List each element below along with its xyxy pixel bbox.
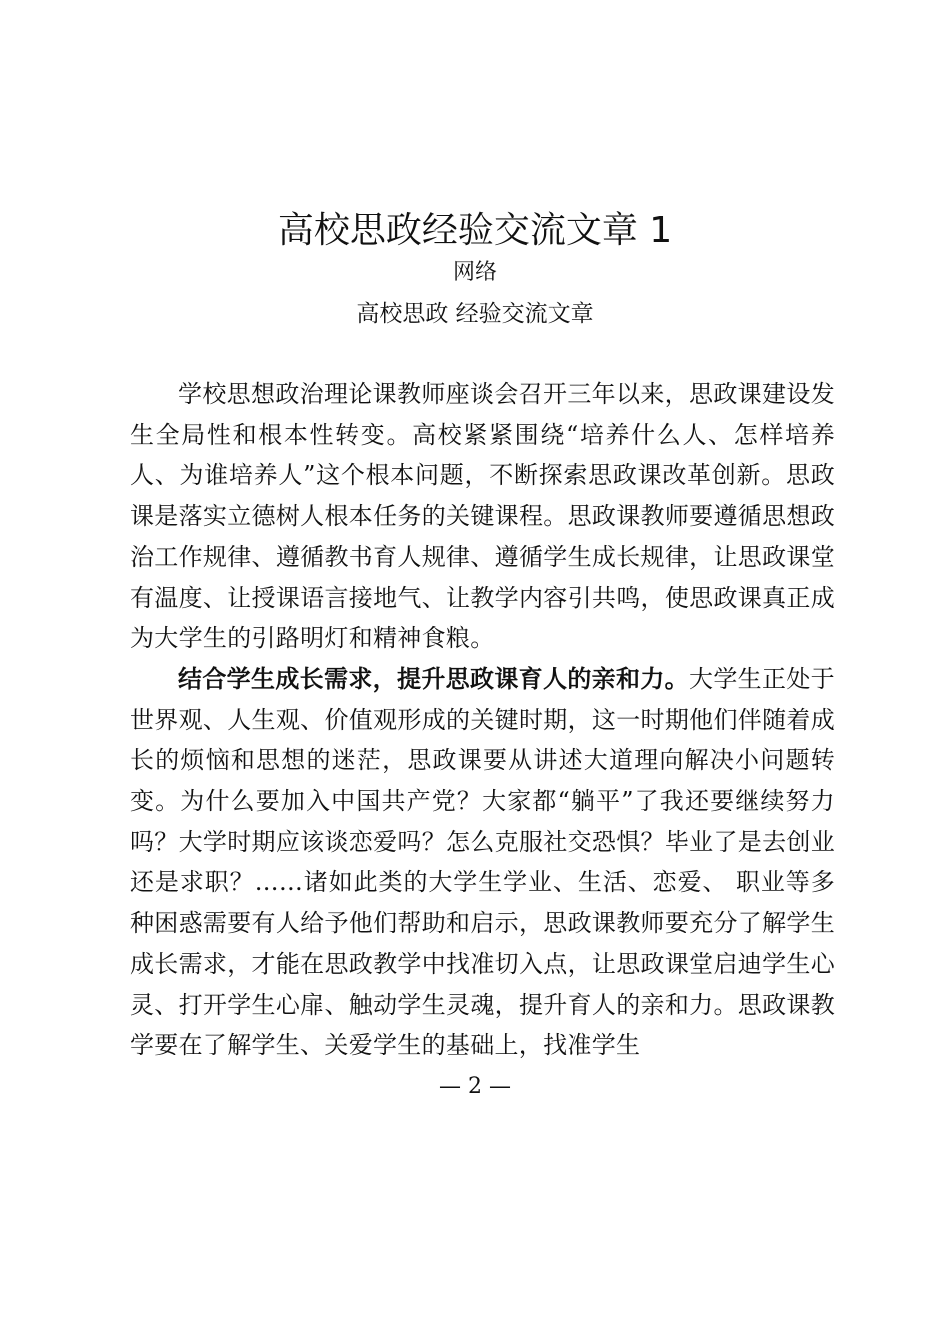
- paragraph-2: [130, 659, 835, 1066]
- document-source: 网络: [452, 260, 497, 285]
- page-number: — 2 —: [439, 1074, 511, 1099]
- document-body: [130, 374, 835, 1066]
- document-title: 高校思政经验交流文章 1: [277, 210, 673, 251]
- paragraph-2-text: 大学生正处于世界观、人生观、价值观形成的关键时期，这一时期他们伴随着成长的烦恼和思想的迷茫，思政课要从讲述大道理向解决小问题转变。为什么要加入中国共产党？大家都“躺平”了我还要继续努力吗？大学时期应该谈恋爱吗？怎么克服社交恐惧？毕业了是去创业还是求职？……诸如此类的大学生学业、生活、恋爱、 职业等多种困惑需要有人给予他们帮助和启示，思政课教师要充分了解学生成长需求，才能在思政教学中找准切入点，让思政课堂启迪学生心灵、打开学生心扉、触动学生灵魂，提升育人的亲和力。思政课教学要在了解学生、关爱学生的基础上，找准学生: [130, 664, 835, 1060]
- paragraph-1: [130, 374, 835, 659]
- paragraph-1-text: 学校思想政治理论课教师座谈会召开三年以来，思政课建设发生全局性和根本性转变。高校紧紧围绕“培养什么人、怎样培养人、为谁培养人”这个根本问题，不断探索思政课改革创新。思政课是落实立德树人根本任务的关键课程。思政课教师要遵循思想政治工作规律、遵循教书育人规律、遵循学生成长规律，让思政课堂有温度、让授课语言接地气、让教学内容引共鸣，使思政课真正成为大学生的引路明灯和精神食粮。: [130, 380, 835, 653]
- document-keywords: 高校思政 经验交流文章: [356, 301, 594, 327]
- paragraph-2-lead: 结合学生成长需求，提升思政课育人的亲和力。: [178, 664, 690, 693]
